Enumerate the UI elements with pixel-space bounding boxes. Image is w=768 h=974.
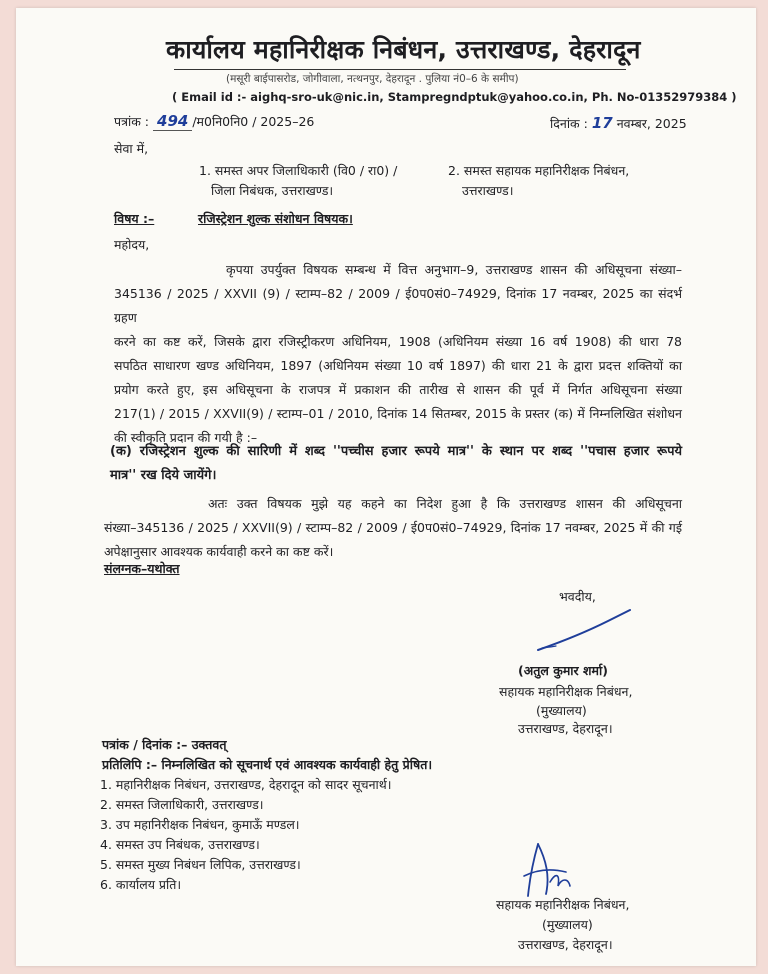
signatory-name: (अतुल कुमार शर्मा)	[518, 663, 608, 678]
copy-item: 3. उप महानिरीक्षक निबंधन, कुमाऊँ मण्डल।	[100, 817, 300, 832]
office-address: (मसूरी बाईपासरोड, जोगीवाला, नत्थनपुर, देहरादून . पुलिया नं0–6 के समीप)	[226, 73, 519, 85]
subject-text: रजिस्ट्रेशन शुल्क संशोधन विषयक।	[198, 211, 353, 226]
copy-reference-line: पत्रांक / दिनांक :– उक्तवत्	[102, 737, 227, 752]
copy-item: 4. समस्त उप निबंधक, उत्तराखण्ड।	[100, 837, 260, 852]
signatory-2-place: उत्तराखण्ड, देहरादून।	[518, 937, 613, 952]
subject-label: विषय :–	[114, 211, 155, 226]
date-rest: नवम्बर, 2025	[616, 116, 687, 131]
signatory-place: उत्तराखण्ड, देहरादून।	[518, 721, 613, 736]
copy-item: 2. समस्त जिलाधिकारी, उत्तराखण्ड।	[100, 797, 264, 812]
paragraph-2	[104, 492, 682, 564]
letter-sheet	[16, 8, 756, 966]
signatory-2-designation: सहायक महानिरीक्षक निबंधन,	[496, 897, 630, 912]
addressee-1-line-2: जिला निबंधक, उत्तराखण्ड।	[211, 183, 334, 198]
greeting: महोदय,	[114, 237, 150, 252]
paragraph-1-line: करने का कष्ट करें, जिसके द्वारा रजिस्ट्रीकरण अधिनियम, 1908 (अधिनियम संख्या 16 वर्ष 1908) की धारा 78	[114, 334, 682, 349]
date-day: 17	[591, 114, 613, 132]
paragraph-1-line: प्रयोग करते हुए, इस अधिसूचना के राजपत्र में प्रकाशन की तारीख से शासन की पूर्व में निर्गत अधिसूचना संख्या	[114, 382, 682, 397]
signatory-office: (मुख्यालय)	[536, 703, 587, 718]
copy-item: 1. महानिरीक्षक निबंधन, उत्तराखण्ड, देहरादून को सादर सूचनार्थ।	[100, 777, 392, 792]
amendment-line: (क) रजिस्ट्रेशन शुल्क की सारिणी में शब्द ''पच्चीस हजार रूपये मात्र'' के स्थान पर शब्द ''पचास हजार रूपये	[110, 444, 682, 459]
enclosure-note: संलग्नक–यथोक्त	[104, 561, 180, 576]
date-label: दिनांक :	[550, 116, 588, 131]
copy-item: 6. कार्यालय प्रति।	[100, 877, 182, 892]
amendment-clause	[110, 440, 682, 488]
signature-1-icon	[516, 604, 646, 664]
paragraph-2-line: संख्या–345136 / 2025 / XXVII(9) / स्टाम्प–82 / 2009 / ई0प0सं0–74929, दिनांक 17 नवम्बर, 2025 में की गई	[104, 520, 682, 535]
paragraph-1-line: 345136 / 2025 / XXVII (9) / स्टाम्प–82 / 2009 / ई0प0सं0–74929, दिनांक 17 नवम्बर, 2025 का संदर्भ ग्रहण	[114, 286, 682, 325]
paragraph-1-line: कृपया उपर्युक्त विषयक सम्बन्ध में वित्त अनुभाग–9, उत्तराखण्ड शासन की अधिसूचना संख्या–	[226, 262, 682, 277]
amendment-line: मात्र'' रख दिये जायेंगे।	[110, 468, 217, 483]
office-title: कार्यालय महानिरीक्षक निबंधन, उत्तराखण्ड, देहरादून	[166, 35, 641, 64]
reference-number: 494	[153, 112, 192, 131]
copy-heading: प्रतिलिपि :– निम्नलिखित को सूचनार्थ एवं आवश्यक कार्यवाही हेतु प्रेषित।	[102, 757, 433, 772]
copy-item: 5. समस्त मुख्य निबंधन लिपिक, उत्तराखण्ड।	[100, 857, 301, 872]
signatory-designation: सहायक महानिरीक्षक निबंधन,	[499, 684, 633, 699]
paragraph-2-line: अतः उक्त विषयक मुझे यह कहने का निदेश हुआ है कि उत्तराखण्ड शासन की अधिसूचना	[208, 496, 682, 511]
date-line	[550, 114, 687, 132]
paragraph-1	[114, 258, 682, 450]
addressee-2-line-1: 2. समस्त सहायक महानिरीक्षक निबंधन,	[448, 163, 630, 178]
title-underline	[174, 69, 626, 70]
signatory-2-office: (मुख्यालय)	[542, 917, 593, 932]
closing-text: भवदीय,	[559, 589, 596, 604]
reference-line	[114, 112, 314, 131]
reference-suffix: /म0नि0नि0 / 2025–26	[192, 114, 315, 129]
office-contact: ( Email id :- aighq-sro-uk@nic.in, Stampregndptuk@yahoo.co.in, Ph. No-01352979384 )	[172, 90, 737, 104]
salutation-to: सेवा में,	[114, 141, 149, 156]
reference-label: पत्रांक :	[114, 114, 150, 129]
addressee-1-line-1: 1. समस्त अपर जिलाधिकारी (वि0 / रा0) /	[199, 163, 398, 178]
paragraph-1-line: सपठित साधारण खण्ड अधिनियम, 1897 (अधिनियम संख्या 10 वर्ष 1897) की धारा 21 के द्वारा प्रदत्त शक्तियों का	[114, 358, 682, 373]
paragraph-1-line: की स्वीकृति प्रदान की गयी है :–	[114, 430, 258, 445]
paragraph-2-line: अपेक्षानुसार आवश्यक कार्यवाही करने का कष्ट करें।	[104, 544, 334, 559]
addressee-2-line-2: उत्तराखण्ड।	[462, 183, 514, 198]
paragraph-1-line: 217(1) / 2015 / XXVII(9) / स्टाम्प–01 / 2010, दिनांक 14 सितम्बर, 2015 के प्रस्तर (क) में निम्नलिखित संशोधन	[114, 406, 682, 421]
